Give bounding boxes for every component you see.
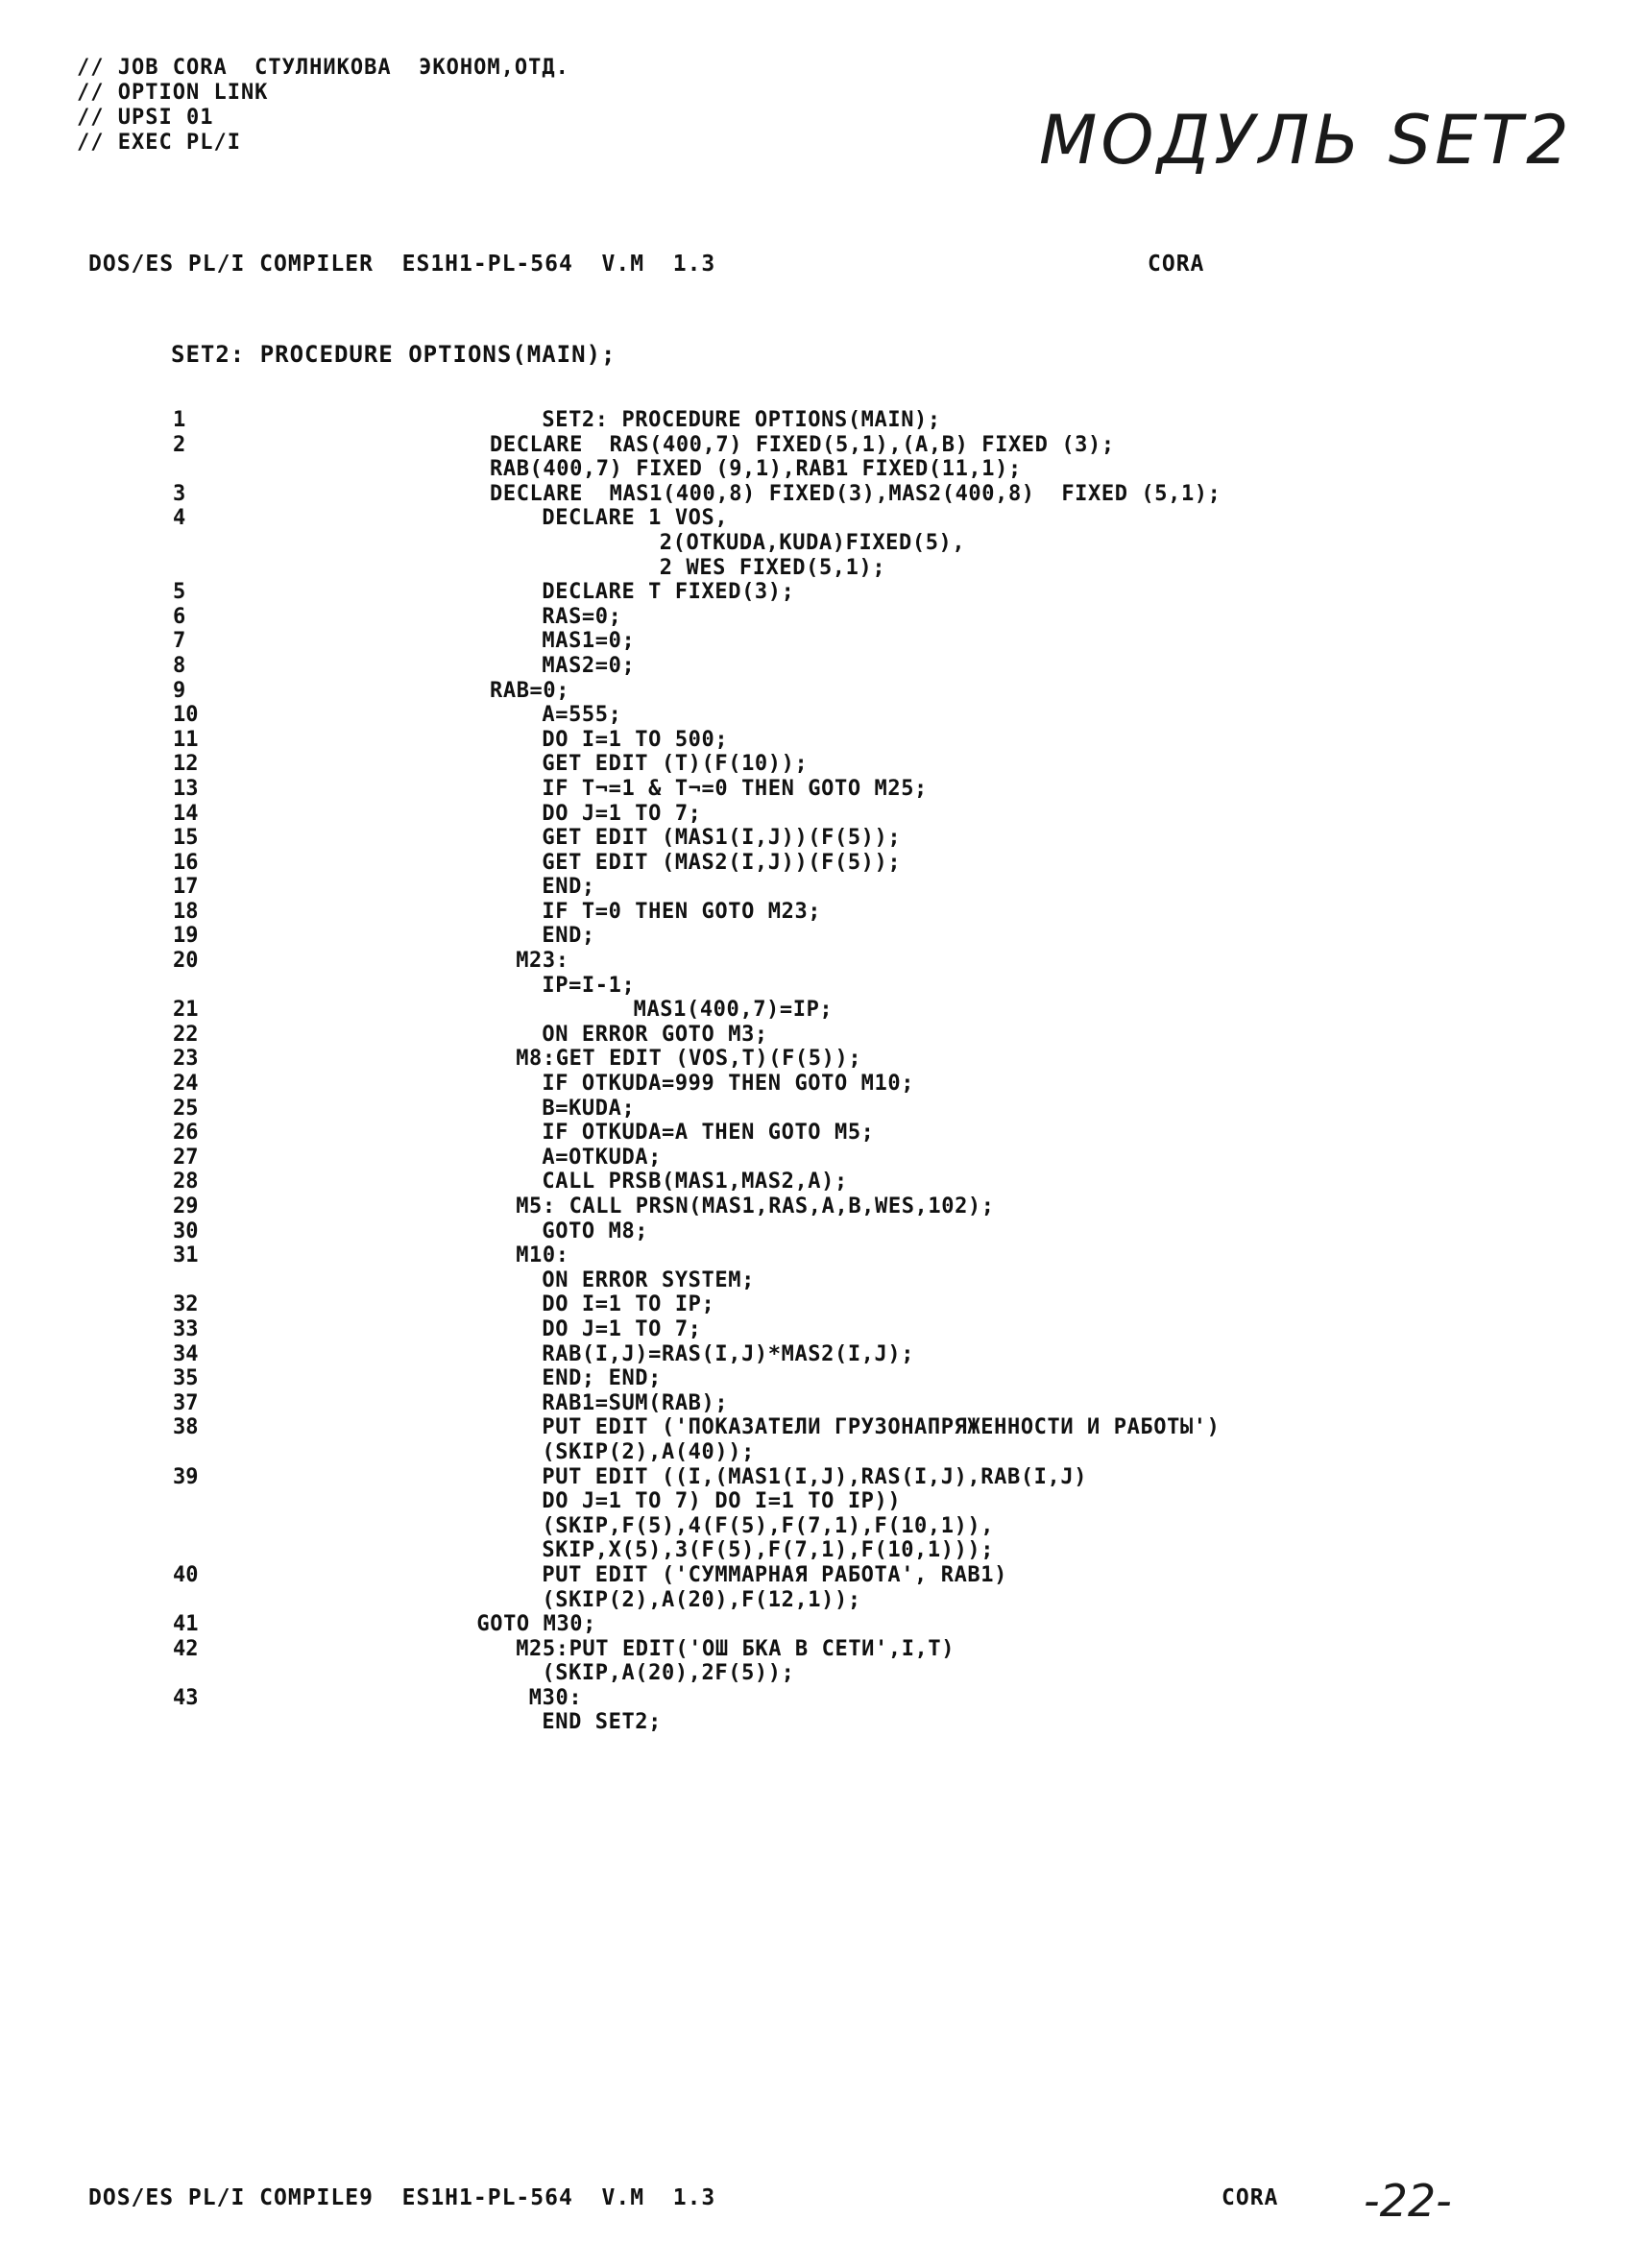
listing-line: [0, 1194, 1645, 1219]
source-code: RAS=0;: [542, 604, 622, 629]
source-code: DECLARE 1 VOS,: [542, 506, 729, 531]
listing-line: [0, 1292, 1645, 1317]
source-code: IF T¬=1 & T¬=0 THEN GOTO M25;: [542, 776, 928, 801]
handwritten-title: МОДУЛЬ SET2: [1039, 101, 1573, 180]
jcl-line: // UPSI 01: [77, 106, 214, 130]
listing-line: [0, 1342, 1645, 1367]
source-code: SET2: PROCEDURE OPTIONS(MAIN);: [542, 408, 941, 432]
statement-number: 2: [173, 432, 186, 457]
listing-line: [0, 580, 1645, 605]
source-code: M25:PUT EDIT('ОШ БКА В СЕТИ',I,T): [516, 1636, 956, 1661]
listing-line: [0, 1268, 1645, 1293]
listing-line: [0, 900, 1645, 925]
statement-number: 11: [173, 727, 199, 752]
statement-number: 13: [173, 776, 199, 801]
source-code: END; END;: [542, 1366, 662, 1391]
statement-number: 6: [173, 604, 186, 629]
jcl-line: // EXEC PL/I: [77, 131, 241, 155]
compiler-footer-right: CORA: [1222, 2185, 1279, 2210]
listing-line: [0, 1514, 1645, 1539]
compiler-header-left: DOS/ES PL/I COMPILER ES1H1-PL-564 V.M 1.3: [88, 252, 716, 277]
listing-line: [0, 1243, 1645, 1268]
listing-line: [0, 408, 1645, 433]
listing-line: [0, 752, 1645, 777]
source-code: B=KUDA;: [542, 1096, 636, 1121]
listing-line: [0, 433, 1645, 458]
listing-line: [0, 1391, 1645, 1416]
compiler-header-right: CORA: [1148, 252, 1205, 277]
listing-line: [0, 1710, 1645, 1735]
source-code: CALL PRSB(MAS1,MAS2,A);: [542, 1170, 848, 1194]
source-code: GOTO M8;: [542, 1218, 649, 1243]
listing-line: [0, 1465, 1645, 1490]
listing-line: [0, 1121, 1645, 1146]
source-code: DECLARE MAS1(400,8) FIXED(3),MAS2(400,8) FIXED (5,1);: [490, 481, 1222, 506]
listing-line: [0, 482, 1645, 507]
listing-line: [0, 1538, 1645, 1563]
listing-line: [0, 728, 1645, 753]
statement-number: 38: [173, 1415, 199, 1440]
statement-number: 21: [173, 998, 199, 1023]
source-code: RAB(I,J)=RAS(I,J)*MAS2(I,J);: [542, 1341, 915, 1366]
source-code: M10:: [516, 1243, 569, 1268]
source-code: A=OTKUDA;: [542, 1145, 662, 1170]
page-number: -22-: [1364, 2175, 1452, 2227]
source-code: DECLARE RAS(400,7) FIXED(5,1),(A,B) FIXED (3);: [490, 432, 1115, 457]
jcl-line: // OPTION LINK: [77, 81, 269, 105]
source-code: M30:: [528, 1685, 583, 1710]
listing-line: [0, 875, 1645, 900]
source-code: MAS2=0;: [542, 653, 636, 678]
jcl-line: // JOB CORA СТУЛНИКОВА ЭКОНОМ,ОТД.: [77, 56, 569, 80]
listing-line: [0, 1489, 1645, 1514]
statement-number: 40: [173, 1562, 199, 1587]
source-code: (SKIP,A(20),2F(5));: [542, 1661, 795, 1686]
source-code: (SKIP(2),A(40));: [542, 1439, 755, 1464]
listing-line: [0, 826, 1645, 851]
statement-number: 16: [173, 850, 199, 875]
statement-number: 22: [173, 1022, 199, 1047]
statement-number: 30: [173, 1218, 199, 1243]
statement-number: 12: [173, 752, 199, 777]
listing-line: [0, 998, 1645, 1023]
statement-number: 29: [173, 1194, 199, 1218]
statement-number: 24: [173, 1072, 199, 1097]
source-code: END;: [542, 875, 595, 900]
listing-line: [0, 1219, 1645, 1244]
listing-line: [0, 531, 1645, 556]
listing-line: [0, 1440, 1645, 1465]
statement-number: 14: [173, 801, 199, 826]
statement-number: 34: [173, 1341, 199, 1366]
statement-number: 20: [173, 949, 199, 974]
listing-line: [0, 1146, 1645, 1170]
source-code: PUT EDIT ('ПОКАЗАТЕЛИ ГРУЗОНАПРЯЖЕННОСТИ И РАБОТЫ'): [542, 1415, 1221, 1440]
source-code: IF OTKUDA=999 THEN GOTO M10;: [542, 1072, 915, 1097]
listing-line: [0, 506, 1645, 531]
listing-line: [0, 1170, 1645, 1194]
source-code: RAB(400,7) FIXED (9,1),RAB1 FIXED(11,1);: [490, 457, 1022, 482]
jcl-block: [77, 56, 569, 156]
listing-line: [0, 1637, 1645, 1662]
listing-line: [0, 679, 1645, 704]
listing-line: [0, 1563, 1645, 1588]
listing-line: [0, 1023, 1645, 1048]
statement-number: 35: [173, 1366, 199, 1391]
statement-number: 9: [173, 678, 186, 703]
source-code: IP=I-1;: [542, 973, 636, 998]
compiler-footer-left: DOS/ES PL/I COMPILE9 ES1H1-PL-564 V.M 1.3: [88, 2185, 716, 2210]
statement-number: 1: [173, 408, 186, 432]
source-code: GET EDIT (T)(F(10));: [542, 752, 809, 777]
source-code: DECLARE T FIXED(3);: [542, 580, 795, 605]
source-code: M8:GET EDIT (VOS,T)(F(5));: [516, 1047, 862, 1072]
source-code: END;: [542, 924, 595, 949]
source-code: M23:: [516, 949, 569, 974]
source-code: (SKIP,F(5),4(F(5),F(7,1),F(10,1)),: [542, 1513, 995, 1538]
listing-line: [0, 1588, 1645, 1613]
source-code: PUT EDIT ((I,(MAS1(I,J),RAS(I,J),RAB(I,J): [542, 1464, 1088, 1489]
statement-number: 10: [173, 703, 199, 728]
statement-number: 25: [173, 1096, 199, 1121]
listing-line: [0, 802, 1645, 827]
statement-number: 41: [173, 1612, 199, 1637]
source-code: RAB=0;: [490, 678, 570, 703]
statement-number: 3: [173, 481, 186, 506]
listing-line: [0, 1072, 1645, 1097]
listing-line: [0, 1366, 1645, 1391]
listing-line: [0, 777, 1645, 802]
statement-number: 18: [173, 899, 199, 924]
source-code: DO J=1 TO 7;: [542, 801, 702, 826]
statement-number: 28: [173, 1170, 199, 1194]
listing-line: [0, 1612, 1645, 1637]
source-code: MAS1=0;: [542, 629, 636, 654]
source-code: 2 WES FIXED(5,1);: [659, 555, 886, 580]
listing-line: [0, 457, 1645, 482]
statement-number: 5: [173, 580, 186, 605]
statement-number: 15: [173, 826, 199, 851]
listing-line: [0, 605, 1645, 630]
listing-line: [0, 949, 1645, 974]
source-code: A=555;: [542, 703, 622, 728]
listing-line: [0, 1415, 1645, 1440]
listing-line: [0, 1317, 1645, 1342]
statement-number: 19: [173, 924, 199, 949]
listing-line: [0, 556, 1645, 581]
statement-number: 39: [173, 1464, 199, 1489]
statement-number: 26: [173, 1121, 199, 1146]
listing-line: [0, 1686, 1645, 1711]
source-code: MAS1(400,7)=IP;: [633, 998, 834, 1023]
source-code: DO J=1 TO 7) DO I=1 TO IP)): [542, 1489, 902, 1514]
statement-number: 27: [173, 1145, 199, 1170]
source-code: PUT EDIT ('СУММАРНАЯ РАБОТА', RAB1): [542, 1562, 1007, 1587]
statement-number: 8: [173, 653, 186, 678]
source-code: IF T=0 THEN GOTO M23;: [542, 899, 822, 924]
statement-number: 31: [173, 1243, 199, 1268]
listing-line: [0, 654, 1645, 679]
listing-line: [0, 851, 1645, 876]
source-code: GET EDIT (MAS2(I,J))(F(5));: [542, 850, 902, 875]
listing-line: [0, 703, 1645, 728]
source-code: (SKIP(2),A(20),F(12,1));: [542, 1587, 861, 1612]
source-code: DO J=1 TO 7;: [542, 1316, 702, 1341]
source-code: RAB1=SUM(RAB);: [542, 1390, 729, 1415]
source-code: DO I=1 TO 500;: [542, 727, 729, 752]
statement-number: 17: [173, 875, 199, 900]
listing-line: [0, 1097, 1645, 1122]
statement-number: 32: [173, 1292, 199, 1317]
listing-line: [0, 629, 1645, 654]
statement-number: 42: [173, 1636, 199, 1661]
source-code: ON ERROR GOTO M3;: [542, 1022, 768, 1047]
source-code: SKIP,X(5),3(F(5),F(7,1),F(10,1)));: [542, 1538, 995, 1563]
listing-line: [0, 974, 1645, 999]
statement-number: 33: [173, 1316, 199, 1341]
source-code: END SET2;: [542, 1710, 662, 1735]
source-code: GET EDIT (MAS1(I,J))(F(5));: [542, 826, 902, 851]
listing-line: [0, 924, 1645, 949]
statement-number: 23: [173, 1047, 199, 1072]
procedure-header: SET2: PROCEDURE OPTIONS(MAIN);: [171, 341, 617, 368]
source-code: DO I=1 TO IP;: [542, 1292, 715, 1317]
statement-number: 37: [173, 1390, 199, 1415]
statement-number: 4: [173, 506, 186, 531]
listing-line: [0, 1661, 1645, 1686]
statement-number: 7: [173, 629, 186, 654]
source-code: M5: CALL PRSN(MAS1,RAS,A,B,WES,102);: [516, 1194, 995, 1218]
source-code: IF OTKUDA=A THEN GOTO M5;: [542, 1121, 875, 1146]
listing-line: [0, 1047, 1645, 1072]
source-code: 2(OTKUDA,KUDA)FIXED(5),: [659, 530, 966, 555]
source-listing: [0, 408, 1645, 1735]
source-code: GOTO M30;: [476, 1612, 596, 1637]
source-code: ON ERROR SYSTEM;: [542, 1267, 755, 1292]
statement-number: 43: [173, 1685, 199, 1710]
